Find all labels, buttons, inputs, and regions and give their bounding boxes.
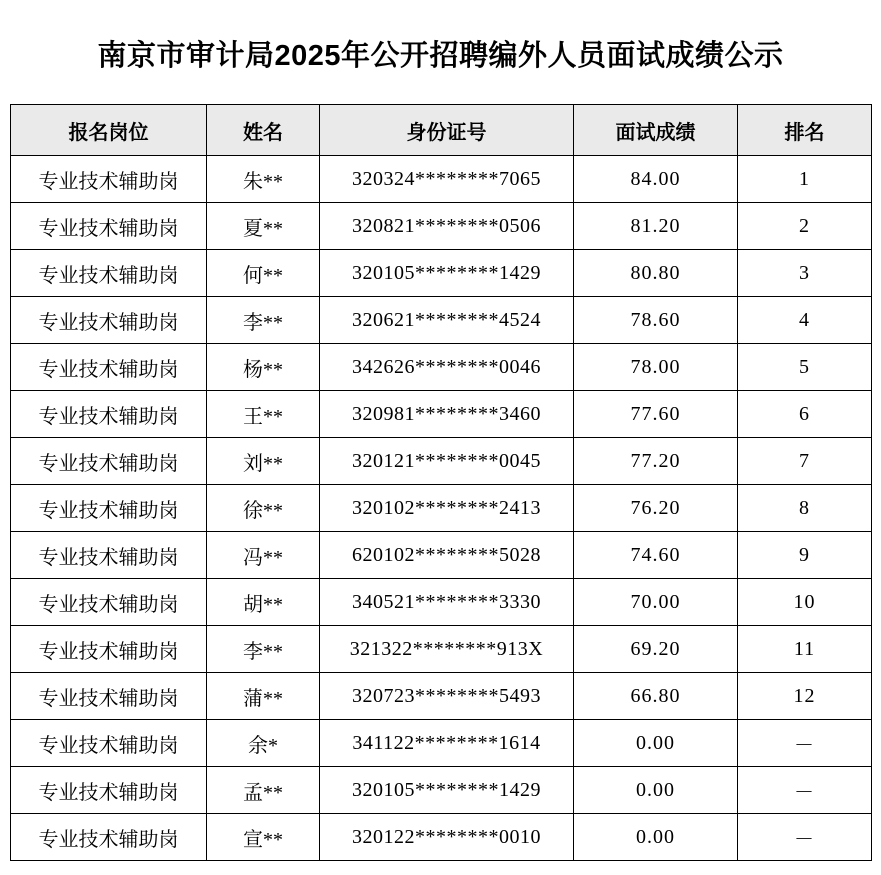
cell-id-number: 320723********5493	[320, 673, 574, 720]
cell-name: 冯**	[207, 532, 320, 579]
column-header-interview-score: 面试成绩	[574, 105, 738, 156]
cell-rank: 10	[738, 579, 872, 626]
cell-interview-score: 81.20	[574, 203, 738, 250]
cell-rank: 11	[738, 626, 872, 673]
cell-rank: －	[738, 814, 872, 861]
cell-post: 专业技术辅助岗	[11, 438, 207, 485]
column-header-rank: 排名	[738, 105, 872, 156]
cell-name: 宣**	[207, 814, 320, 861]
table-row	[11, 720, 872, 767]
cell-name: 何**	[207, 250, 320, 297]
cell-rank: －	[738, 767, 872, 814]
table-row	[11, 438, 872, 485]
cell-name: 李**	[207, 297, 320, 344]
table-row	[11, 767, 872, 814]
cell-post: 专业技术辅助岗	[11, 485, 207, 532]
cell-post: 专业技术辅助岗	[11, 156, 207, 203]
column-header-name: 姓名	[207, 105, 320, 156]
cell-id-number: 321322********913X	[320, 626, 574, 673]
table-row	[11, 391, 872, 438]
cell-rank: 3	[738, 250, 872, 297]
cell-interview-score: 76.20	[574, 485, 738, 532]
cell-post: 专业技术辅助岗	[11, 579, 207, 626]
table-row	[11, 579, 872, 626]
cell-post: 专业技术辅助岗	[11, 767, 207, 814]
cell-post: 专业技术辅助岗	[11, 626, 207, 673]
cell-rank: 12	[738, 673, 872, 720]
cell-interview-score: 77.60	[574, 391, 738, 438]
cell-name: 刘**	[207, 438, 320, 485]
cell-rank: 8	[738, 485, 872, 532]
cell-interview-score: 0.00	[574, 767, 738, 814]
cell-post: 专业技术辅助岗	[11, 814, 207, 861]
cell-name: 杨**	[207, 344, 320, 391]
cell-name: 蒲**	[207, 673, 320, 720]
table-row	[11, 203, 872, 250]
table-row	[11, 250, 872, 297]
interview-scores-table	[10, 104, 872, 861]
table-row	[11, 344, 872, 391]
cell-name: 王**	[207, 391, 320, 438]
cell-id-number: 320102********2413	[320, 485, 574, 532]
table-header	[11, 105, 872, 156]
table-row	[11, 673, 872, 720]
cell-interview-score: 70.00	[574, 579, 738, 626]
cell-rank: －	[738, 720, 872, 767]
cell-rank: 1	[738, 156, 872, 203]
cell-id-number: 342626********0046	[320, 344, 574, 391]
table-row	[11, 626, 872, 673]
cell-post: 专业技术辅助岗	[11, 673, 207, 720]
cell-rank: 2	[738, 203, 872, 250]
cell-id-number: 320121********0045	[320, 438, 574, 485]
table-row	[11, 297, 872, 344]
cell-rank: 6	[738, 391, 872, 438]
cell-interview-score: 74.60	[574, 532, 738, 579]
cell-id-number: 320105********1429	[320, 250, 574, 297]
table-row	[11, 814, 872, 861]
cell-id-number: 320981********3460	[320, 391, 574, 438]
cell-post: 专业技术辅助岗	[11, 344, 207, 391]
cell-id-number: 320105********1429	[320, 767, 574, 814]
cell-rank: 9	[738, 532, 872, 579]
cell-interview-score: 84.00	[574, 156, 738, 203]
cell-post: 专业技术辅助岗	[11, 250, 207, 297]
cell-rank: 4	[738, 297, 872, 344]
table-row	[11, 485, 872, 532]
cell-rank: 5	[738, 344, 872, 391]
cell-post: 专业技术辅助岗	[11, 532, 207, 579]
cell-rank: 7	[738, 438, 872, 485]
page-title: 南京市审计局2025年公开招聘编外人员面试成绩公示	[97, 40, 784, 72]
cell-post: 专业技术辅助岗	[11, 297, 207, 344]
cell-interview-score: 69.20	[574, 626, 738, 673]
cell-id-number: 620102********5028	[320, 532, 574, 579]
cell-id-number: 340521********3330	[320, 579, 574, 626]
column-header-id-number: 身份证号	[320, 105, 574, 156]
cell-post: 专业技术辅助岗	[11, 720, 207, 767]
table-row	[11, 156, 872, 203]
cell-name: 夏**	[207, 203, 320, 250]
cell-interview-score: 0.00	[574, 720, 738, 767]
table-header-row	[11, 105, 872, 156]
column-header-post: 报名岗位	[11, 105, 207, 156]
cell-name: 徐**	[207, 485, 320, 532]
cell-interview-score: 0.00	[574, 814, 738, 861]
cell-name: 朱**	[207, 156, 320, 203]
cell-post: 专业技术辅助岗	[11, 391, 207, 438]
cell-interview-score: 77.20	[574, 438, 738, 485]
cell-interview-score: 78.60	[574, 297, 738, 344]
cell-id-number: 320122********0010	[320, 814, 574, 861]
cell-id-number: 320324********7065	[320, 156, 574, 203]
cell-post: 专业技术辅助岗	[11, 203, 207, 250]
cell-interview-score: 80.80	[574, 250, 738, 297]
cell-name: 胡**	[207, 579, 320, 626]
cell-interview-score: 66.80	[574, 673, 738, 720]
cell-interview-score: 78.00	[574, 344, 738, 391]
cell-id-number: 320821********0506	[320, 203, 574, 250]
scores-table-container	[0, 104, 881, 871]
cell-name: 李**	[207, 626, 320, 673]
table-body	[11, 156, 872, 861]
cell-name: 余*	[207, 720, 320, 767]
table-row	[11, 532, 872, 579]
cell-name: 孟**	[207, 767, 320, 814]
cell-id-number: 320621********4524	[320, 297, 574, 344]
cell-id-number: 341122********1614	[320, 720, 574, 767]
